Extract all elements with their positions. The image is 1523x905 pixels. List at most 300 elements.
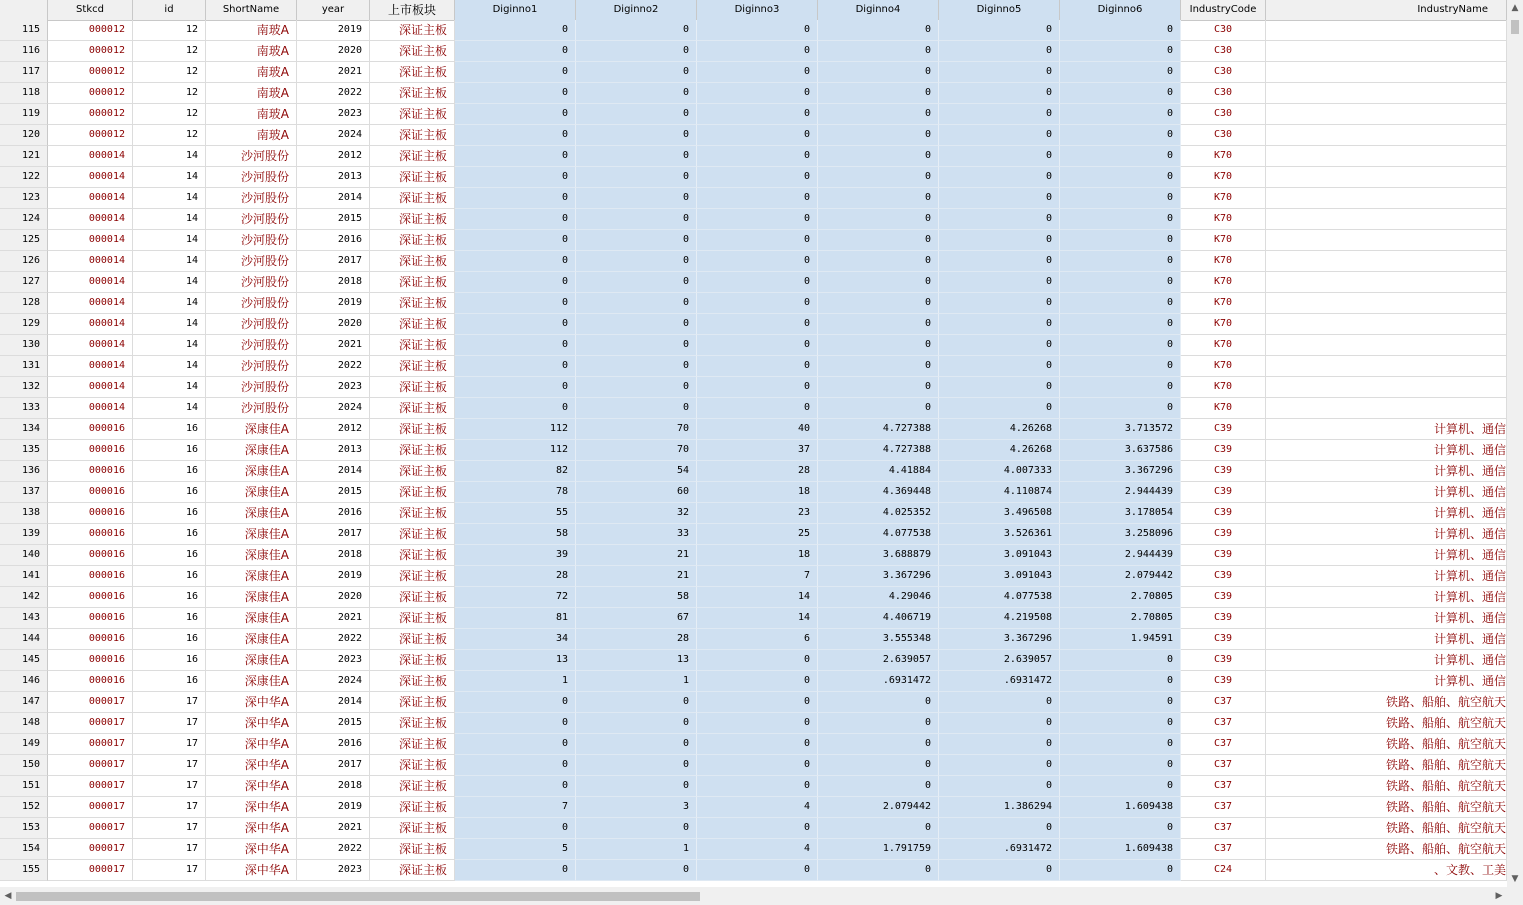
- cell-d1[interactable]: 0: [455, 209, 576, 230]
- cell-year[interactable]: 2013: [297, 440, 370, 461]
- cell-stkcd[interactable]: 000016: [48, 629, 133, 650]
- cell-d6[interactable]: 2.079442: [1060, 566, 1181, 587]
- cell-id[interactable]: 14: [133, 230, 206, 251]
- cell-stkcd[interactable]: 000016: [48, 545, 133, 566]
- cell-stkcd[interactable]: 000014: [48, 146, 133, 167]
- cell-d5[interactable]: 4.26268: [939, 440, 1060, 461]
- cell-industryname[interactable]: 铁路、船舶、航空航天: [1266, 734, 1507, 755]
- cell-id[interactable]: 17: [133, 818, 206, 839]
- cell-d4[interactable]: 0: [818, 209, 939, 230]
- cell-id[interactable]: 16: [133, 461, 206, 482]
- cell-d1[interactable]: 0: [455, 860, 576, 881]
- cell-stkcd[interactable]: 000012: [48, 41, 133, 62]
- cell-d2[interactable]: 0: [576, 335, 697, 356]
- cell-d6[interactable]: 0: [1060, 230, 1181, 251]
- cell-d1[interactable]: 0: [455, 335, 576, 356]
- cell-board[interactable]: 深证主板: [370, 566, 455, 587]
- cell-d6[interactable]: 3.258096: [1060, 524, 1181, 545]
- cell-d3[interactable]: 0: [697, 713, 818, 734]
- cell-stkcd[interactable]: 000014: [48, 398, 133, 419]
- cell-year[interactable]: 2024: [297, 125, 370, 146]
- cell-d2[interactable]: 0: [576, 20, 697, 41]
- cell-id[interactable]: 17: [133, 776, 206, 797]
- cell-d5[interactable]: 4.110874: [939, 482, 1060, 503]
- cell-d5[interactable]: 0: [939, 41, 1060, 62]
- cell-year[interactable]: 2012: [297, 419, 370, 440]
- cell-stkcd[interactable]: 000016: [48, 482, 133, 503]
- cell-d6[interactable]: 0: [1060, 356, 1181, 377]
- cell-year[interactable]: 2018: [297, 545, 370, 566]
- cell-shortname[interactable]: 深中华A: [206, 797, 297, 818]
- column-header-year[interactable]: year: [297, 0, 370, 20]
- cell-d1[interactable]: 0: [455, 20, 576, 41]
- cell-shortname[interactable]: 深康佳A: [206, 608, 297, 629]
- cell-d1[interactable]: 58: [455, 524, 576, 545]
- cell-industryname[interactable]: 计算机、通信: [1266, 545, 1507, 566]
- vertical-scroll-thumb[interactable]: [1511, 20, 1519, 34]
- cell-year[interactable]: 2022: [297, 356, 370, 377]
- cell-stkcd[interactable]: 000017: [48, 692, 133, 713]
- cell-board[interactable]: 深证主板: [370, 587, 455, 608]
- cell-industryname[interactable]: [1266, 356, 1507, 377]
- cell-industrycode[interactable]: C39: [1181, 461, 1266, 482]
- cell-d1[interactable]: 82: [455, 461, 576, 482]
- cell-industryname[interactable]: [1266, 335, 1507, 356]
- cell-industryname[interactable]: [1266, 398, 1507, 419]
- cell-board[interactable]: 深证主板: [370, 167, 455, 188]
- column-header-shortname[interactable]: ShortName: [206, 0, 297, 20]
- column-header-industrycode[interactable]: IndustryCode: [1181, 0, 1266, 20]
- cell-d4[interactable]: 4.406719: [818, 608, 939, 629]
- cell-d1[interactable]: 0: [455, 734, 576, 755]
- cell-shortname[interactable]: 深中华A: [206, 860, 297, 881]
- cell-industrycode[interactable]: C30: [1181, 62, 1266, 83]
- cell-d1[interactable]: 72: [455, 587, 576, 608]
- cell-d5[interactable]: .6931472: [939, 671, 1060, 692]
- cell-shortname[interactable]: 南玻A: [206, 104, 297, 125]
- cell-d3[interactable]: 14: [697, 608, 818, 629]
- cell-industrycode[interactable]: C39: [1181, 545, 1266, 566]
- cell-shortname[interactable]: 沙河股份: [206, 167, 297, 188]
- cell-shortname[interactable]: 南玻A: [206, 20, 297, 41]
- cell-industrycode[interactable]: C37: [1181, 755, 1266, 776]
- cell-stkcd[interactable]: 000012: [48, 83, 133, 104]
- cell-shortname[interactable]: 深康佳A: [206, 650, 297, 671]
- cell-stkcd[interactable]: 000017: [48, 713, 133, 734]
- cell-d3[interactable]: 0: [697, 83, 818, 104]
- cell-d6[interactable]: 0: [1060, 860, 1181, 881]
- cell-stkcd[interactable]: 000014: [48, 314, 133, 335]
- cell-shortname[interactable]: 深康佳A: [206, 524, 297, 545]
- cell-d1[interactable]: 0: [455, 104, 576, 125]
- cell-shortname[interactable]: 深中华A: [206, 692, 297, 713]
- cell-d2[interactable]: 0: [576, 356, 697, 377]
- cell-d4[interactable]: 0: [818, 356, 939, 377]
- cell-board[interactable]: 深证主板: [370, 482, 455, 503]
- cell-industryname[interactable]: [1266, 20, 1507, 41]
- cell-stkcd[interactable]: 000012: [48, 104, 133, 125]
- cell-d1[interactable]: 0: [455, 251, 576, 272]
- cell-shortname[interactable]: 沙河股份: [206, 377, 297, 398]
- cell-id[interactable]: 12: [133, 125, 206, 146]
- cell-d6[interactable]: 2.70805: [1060, 587, 1181, 608]
- cell-industryname[interactable]: 铁路、船舶、航空航天: [1266, 797, 1507, 818]
- cell-d5[interactable]: 4.007333: [939, 461, 1060, 482]
- cell-stkcd[interactable]: 000016: [48, 566, 133, 587]
- cell-d3[interactable]: 0: [697, 167, 818, 188]
- cell-id[interactable]: 14: [133, 356, 206, 377]
- cell-stkcd[interactable]: 000017: [48, 818, 133, 839]
- cell-d3[interactable]: 0: [697, 125, 818, 146]
- column-header-stkcd[interactable]: Stkcd: [48, 0, 133, 20]
- cell-d6[interactable]: 3.637586: [1060, 440, 1181, 461]
- cell-d1[interactable]: 0: [455, 356, 576, 377]
- cell-year[interactable]: 2021: [297, 335, 370, 356]
- cell-d5[interactable]: 0: [939, 209, 1060, 230]
- cell-d5[interactable]: 3.526361: [939, 524, 1060, 545]
- cell-d5[interactable]: 0: [939, 125, 1060, 146]
- cell-d4[interactable]: 3.688879: [818, 545, 939, 566]
- cell-id[interactable]: 14: [133, 209, 206, 230]
- column-header-d3[interactable]: Diginno3: [697, 0, 818, 20]
- cell-board[interactable]: 深证主板: [370, 314, 455, 335]
- cell-d2[interactable]: 0: [576, 755, 697, 776]
- cell-board[interactable]: 深证主板: [370, 251, 455, 272]
- column-header-d6[interactable]: Diginno6: [1060, 0, 1181, 20]
- cell-board[interactable]: 深证主板: [370, 20, 455, 41]
- cell-d5[interactable]: .6931472: [939, 839, 1060, 860]
- cell-industryname[interactable]: [1266, 146, 1507, 167]
- cell-d3[interactable]: 0: [697, 734, 818, 755]
- cell-id[interactable]: 17: [133, 755, 206, 776]
- cell-d2[interactable]: 70: [576, 419, 697, 440]
- cell-board[interactable]: 深证主板: [370, 377, 455, 398]
- cell-d3[interactable]: 0: [697, 104, 818, 125]
- cell-d3[interactable]: 0: [697, 272, 818, 293]
- cell-d2[interactable]: 0: [576, 293, 697, 314]
- cell-stkcd[interactable]: 000014: [48, 167, 133, 188]
- cell-d3[interactable]: 0: [697, 251, 818, 272]
- cell-industryname[interactable]: 铁路、船舶、航空航天: [1266, 755, 1507, 776]
- cell-board[interactable]: 深证主板: [370, 440, 455, 461]
- cell-board[interactable]: 深证主板: [370, 797, 455, 818]
- cell-d1[interactable]: 0: [455, 314, 576, 335]
- cell-industryname[interactable]: [1266, 104, 1507, 125]
- cell-stkcd[interactable]: 000014: [48, 230, 133, 251]
- cell-board[interactable]: 深证主板: [370, 146, 455, 167]
- cell-d1[interactable]: 0: [455, 146, 576, 167]
- cell-d2[interactable]: 28: [576, 629, 697, 650]
- cell-d4[interactable]: 4.369448: [818, 482, 939, 503]
- cell-d3[interactable]: 0: [697, 335, 818, 356]
- cell-d6[interactable]: 0: [1060, 755, 1181, 776]
- cell-d4[interactable]: 0: [818, 167, 939, 188]
- cell-industrycode[interactable]: K70: [1181, 251, 1266, 272]
- cell-shortname[interactable]: 沙河股份: [206, 146, 297, 167]
- cell-d5[interactable]: 0: [939, 230, 1060, 251]
- cell-d3[interactable]: 0: [697, 293, 818, 314]
- cell-board[interactable]: 深证主板: [370, 398, 455, 419]
- cell-board[interactable]: 深证主板: [370, 272, 455, 293]
- cell-d4[interactable]: 4.41884: [818, 461, 939, 482]
- column-header-rownum[interactable]: [0, 0, 48, 20]
- cell-board[interactable]: 深证主板: [370, 755, 455, 776]
- cell-d3[interactable]: 0: [697, 671, 818, 692]
- cell-d2[interactable]: 0: [576, 314, 697, 335]
- cell-d2[interactable]: 0: [576, 272, 697, 293]
- cell-d5[interactable]: 3.496508: [939, 503, 1060, 524]
- cell-d5[interactable]: 0: [939, 272, 1060, 293]
- cell-shortname[interactable]: 深中华A: [206, 839, 297, 860]
- cell-d6[interactable]: 0: [1060, 251, 1181, 272]
- cell-stkcd[interactable]: 000014: [48, 335, 133, 356]
- cell-d2[interactable]: 0: [576, 818, 697, 839]
- cell-d2[interactable]: 67: [576, 608, 697, 629]
- cell-d1[interactable]: 0: [455, 818, 576, 839]
- cell-d1[interactable]: 0: [455, 125, 576, 146]
- cell-board[interactable]: 深证主板: [370, 524, 455, 545]
- cell-d3[interactable]: 18: [697, 545, 818, 566]
- cell-d1[interactable]: 0: [455, 377, 576, 398]
- cell-id[interactable]: 14: [133, 398, 206, 419]
- cell-d3[interactable]: 0: [697, 146, 818, 167]
- cell-board[interactable]: 深证主板: [370, 41, 455, 62]
- cell-industrycode[interactable]: K70: [1181, 314, 1266, 335]
- cell-year[interactable]: 2020: [297, 41, 370, 62]
- cell-shortname[interactable]: 深中华A: [206, 818, 297, 839]
- cell-stkcd[interactable]: 000017: [48, 839, 133, 860]
- cell-d5[interactable]: 0: [939, 356, 1060, 377]
- cell-d2[interactable]: 0: [576, 167, 697, 188]
- cell-d1[interactable]: 78: [455, 482, 576, 503]
- cell-industryname[interactable]: 计算机、通信: [1266, 419, 1507, 440]
- column-header-d4[interactable]: Diginno4: [818, 0, 939, 20]
- cell-d3[interactable]: 0: [697, 41, 818, 62]
- cell-year[interactable]: 2015: [297, 209, 370, 230]
- cell-d1[interactable]: 0: [455, 272, 576, 293]
- cell-d4[interactable]: 0: [818, 272, 939, 293]
- cell-year[interactable]: 2019: [297, 293, 370, 314]
- cell-d3[interactable]: 25: [697, 524, 818, 545]
- cell-d3[interactable]: 0: [697, 230, 818, 251]
- cell-d2[interactable]: 3: [576, 797, 697, 818]
- cell-d4[interactable]: 4.29046: [818, 587, 939, 608]
- cell-shortname[interactable]: 沙河股份: [206, 335, 297, 356]
- cell-d3[interactable]: 0: [697, 314, 818, 335]
- cell-year[interactable]: 2020: [297, 314, 370, 335]
- cell-d6[interactable]: 0: [1060, 734, 1181, 755]
- cell-d5[interactable]: 0: [939, 167, 1060, 188]
- cell-board[interactable]: 深证主板: [370, 335, 455, 356]
- cell-d4[interactable]: 4.727388: [818, 419, 939, 440]
- cell-d5[interactable]: 3.367296: [939, 629, 1060, 650]
- cell-stkcd[interactable]: 000016: [48, 587, 133, 608]
- cell-stkcd[interactable]: 000014: [48, 251, 133, 272]
- cell-stkcd[interactable]: 000017: [48, 734, 133, 755]
- cell-stkcd[interactable]: 000014: [48, 293, 133, 314]
- cell-id[interactable]: 16: [133, 650, 206, 671]
- cell-industrycode[interactable]: C37: [1181, 713, 1266, 734]
- cell-d2[interactable]: 0: [576, 188, 697, 209]
- cell-year[interactable]: 2021: [297, 608, 370, 629]
- cell-id[interactable]: 16: [133, 440, 206, 461]
- cell-d1[interactable]: 0: [455, 188, 576, 209]
- horizontal-scrollbar[interactable]: [0, 887, 1507, 905]
- cell-d6[interactable]: 0: [1060, 314, 1181, 335]
- cell-board[interactable]: 深证主板: [370, 818, 455, 839]
- cell-d5[interactable]: 0: [939, 104, 1060, 125]
- cell-d6[interactable]: 0: [1060, 650, 1181, 671]
- cell-d6[interactable]: 2.70805: [1060, 608, 1181, 629]
- cell-industrycode[interactable]: C39: [1181, 587, 1266, 608]
- column-header-board[interactable]: 上市板块: [370, 0, 455, 20]
- cell-industryname[interactable]: 计算机、通信: [1266, 524, 1507, 545]
- cell-year[interactable]: 2021: [297, 818, 370, 839]
- cell-industrycode[interactable]: C39: [1181, 608, 1266, 629]
- cell-year[interactable]: 2019: [297, 566, 370, 587]
- cell-d4[interactable]: 1.791759: [818, 839, 939, 860]
- cell-d5[interactable]: 1.386294: [939, 797, 1060, 818]
- cell-year[interactable]: 2014: [297, 461, 370, 482]
- cell-stkcd[interactable]: 000017: [48, 860, 133, 881]
- cell-industryname[interactable]: 铁路、船舶、航空航天: [1266, 839, 1507, 860]
- cell-id[interactable]: 12: [133, 83, 206, 104]
- cell-board[interactable]: 深证主板: [370, 839, 455, 860]
- cell-d4[interactable]: 0: [818, 335, 939, 356]
- cell-d1[interactable]: 0: [455, 83, 576, 104]
- cell-shortname[interactable]: 沙河股份: [206, 293, 297, 314]
- cell-d2[interactable]: 0: [576, 251, 697, 272]
- cell-industrycode[interactable]: C24: [1181, 860, 1266, 881]
- cell-d3[interactable]: 0: [697, 377, 818, 398]
- cell-shortname[interactable]: 深康佳A: [206, 629, 297, 650]
- cell-industrycode[interactable]: K70: [1181, 377, 1266, 398]
- cell-id[interactable]: 12: [133, 104, 206, 125]
- cell-d3[interactable]: 0: [697, 776, 818, 797]
- cell-d3[interactable]: 14: [697, 587, 818, 608]
- cell-year[interactable]: 2020: [297, 587, 370, 608]
- cell-industryname[interactable]: 计算机、通信: [1266, 671, 1507, 692]
- cell-d1[interactable]: 112: [455, 440, 576, 461]
- cell-board[interactable]: 深证主板: [370, 671, 455, 692]
- cell-d5[interactable]: 0: [939, 335, 1060, 356]
- cell-id[interactable]: 16: [133, 566, 206, 587]
- cell-d5[interactable]: 4.26268: [939, 419, 1060, 440]
- scroll-right-icon[interactable]: ▶: [1495, 891, 1503, 901]
- cell-shortname[interactable]: 深康佳A: [206, 440, 297, 461]
- cell-d4[interactable]: 0: [818, 818, 939, 839]
- cell-d3[interactable]: 0: [697, 62, 818, 83]
- cell-id[interactable]: 14: [133, 251, 206, 272]
- cell-board[interactable]: 深证主板: [370, 293, 455, 314]
- cell-year[interactable]: 2016: [297, 230, 370, 251]
- cell-d6[interactable]: 0: [1060, 377, 1181, 398]
- cell-board[interactable]: 深证主板: [370, 545, 455, 566]
- cell-stkcd[interactable]: 000014: [48, 188, 133, 209]
- cell-year[interactable]: 2024: [297, 671, 370, 692]
- cell-stkcd[interactable]: 000016: [48, 650, 133, 671]
- cell-d4[interactable]: 0: [818, 713, 939, 734]
- cell-d2[interactable]: 0: [576, 860, 697, 881]
- cell-d1[interactable]: 39: [455, 545, 576, 566]
- cell-d4[interactable]: .6931472: [818, 671, 939, 692]
- cell-industrycode[interactable]: C37: [1181, 734, 1266, 755]
- cell-d1[interactable]: 34: [455, 629, 576, 650]
- cell-d3[interactable]: 0: [697, 356, 818, 377]
- cell-d2[interactable]: 54: [576, 461, 697, 482]
- cell-d6[interactable]: 2.944439: [1060, 545, 1181, 566]
- cell-board[interactable]: 深证主板: [370, 461, 455, 482]
- cell-d1[interactable]: 1: [455, 671, 576, 692]
- cell-d3[interactable]: 37: [697, 440, 818, 461]
- cell-d5[interactable]: 0: [939, 734, 1060, 755]
- cell-d1[interactable]: 55: [455, 503, 576, 524]
- cell-industrycode[interactable]: C30: [1181, 83, 1266, 104]
- cell-stkcd[interactable]: 000016: [48, 503, 133, 524]
- cell-d5[interactable]: 0: [939, 377, 1060, 398]
- cell-d3[interactable]: 0: [697, 20, 818, 41]
- cell-d5[interactable]: 0: [939, 293, 1060, 314]
- cell-industryname[interactable]: 计算机、通信: [1266, 461, 1507, 482]
- cell-d1[interactable]: 0: [455, 41, 576, 62]
- cell-d4[interactable]: 0: [818, 734, 939, 755]
- cell-board[interactable]: 深证主板: [370, 104, 455, 125]
- cell-id[interactable]: 12: [133, 62, 206, 83]
- cell-year[interactable]: 2016: [297, 503, 370, 524]
- cell-stkcd[interactable]: 000012: [48, 20, 133, 41]
- column-header-industryname[interactable]: IndustryName: [1266, 0, 1507, 20]
- cell-d1[interactable]: 28: [455, 566, 576, 587]
- cell-d6[interactable]: 1.94591: [1060, 629, 1181, 650]
- cell-d1[interactable]: 13: [455, 650, 576, 671]
- cell-board[interactable]: 深证主板: [370, 860, 455, 881]
- cell-d4[interactable]: 0: [818, 188, 939, 209]
- cell-id[interactable]: 14: [133, 188, 206, 209]
- cell-d2[interactable]: 0: [576, 104, 697, 125]
- cell-id[interactable]: 17: [133, 692, 206, 713]
- cell-shortname[interactable]: 南玻A: [206, 125, 297, 146]
- cell-d6[interactable]: 0: [1060, 398, 1181, 419]
- cell-industryname[interactable]: 计算机、通信: [1266, 608, 1507, 629]
- cell-year[interactable]: 2024: [297, 398, 370, 419]
- cell-stkcd[interactable]: 000016: [48, 608, 133, 629]
- cell-shortname[interactable]: 深中华A: [206, 755, 297, 776]
- cell-id[interactable]: 14: [133, 314, 206, 335]
- cell-d4[interactable]: 0: [818, 314, 939, 335]
- cell-year[interactable]: 2014: [297, 188, 370, 209]
- cell-d4[interactable]: 0: [818, 692, 939, 713]
- cell-d6[interactable]: 0: [1060, 335, 1181, 356]
- cell-board[interactable]: 深证主板: [370, 83, 455, 104]
- cell-d1[interactable]: 7: [455, 797, 576, 818]
- cell-shortname[interactable]: 深康佳A: [206, 503, 297, 524]
- cell-d6[interactable]: 3.713572: [1060, 419, 1181, 440]
- cell-d6[interactable]: 0: [1060, 125, 1181, 146]
- cell-d4[interactable]: 0: [818, 398, 939, 419]
- cell-d3[interactable]: 4: [697, 797, 818, 818]
- cell-year[interactable]: 2012: [297, 146, 370, 167]
- cell-d5[interactable]: 0: [939, 713, 1060, 734]
- cell-d2[interactable]: 58: [576, 587, 697, 608]
- cell-board[interactable]: 深证主板: [370, 503, 455, 524]
- cell-d3[interactable]: 0: [697, 650, 818, 671]
- cell-d3[interactable]: 40: [697, 419, 818, 440]
- cell-d1[interactable]: 0: [455, 62, 576, 83]
- cell-d3[interactable]: 0: [697, 398, 818, 419]
- cell-shortname[interactable]: 深康佳A: [206, 545, 297, 566]
- cell-d4[interactable]: 0: [818, 20, 939, 41]
- cell-stkcd[interactable]: 000014: [48, 356, 133, 377]
